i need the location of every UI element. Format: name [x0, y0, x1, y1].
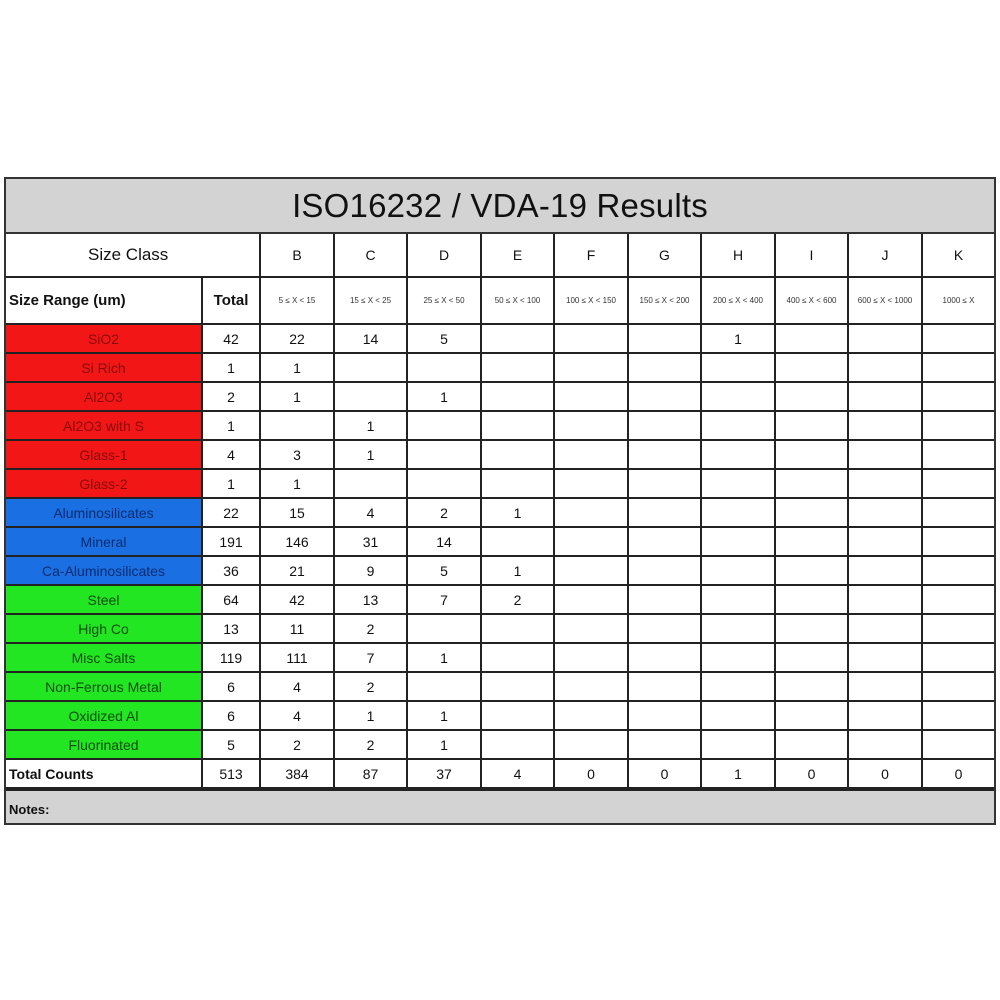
- count-cell: [848, 440, 922, 469]
- count-cell: [481, 382, 554, 411]
- count-cell: [407, 469, 481, 498]
- count-cell: [701, 643, 775, 672]
- total-count-cell: 1: [701, 759, 775, 788]
- count-cell: [628, 643, 701, 672]
- class-range-k: 1000 ≤ X: [922, 277, 994, 324]
- count-cell: 1: [407, 701, 481, 730]
- count-cell: [481, 411, 554, 440]
- total-count-cell: 0: [848, 759, 922, 788]
- row-total: 119: [202, 643, 260, 672]
- count-cell: [775, 527, 848, 556]
- class-letter-j: J: [848, 234, 922, 277]
- count-cell: 1: [701, 324, 775, 353]
- count-cell: 4: [260, 701, 334, 730]
- class-letter-f: F: [554, 234, 628, 277]
- count-cell: [775, 672, 848, 701]
- count-cell: [334, 469, 407, 498]
- count-cell: 1: [260, 469, 334, 498]
- count-cell: 1: [260, 353, 334, 382]
- count-cell: [554, 585, 628, 614]
- category-label: Oxidized Al: [6, 701, 202, 730]
- count-cell: [922, 527, 994, 556]
- count-cell: [628, 701, 701, 730]
- count-cell: [260, 411, 334, 440]
- count-cell: [701, 440, 775, 469]
- count-cell: [922, 382, 994, 411]
- count-cell: [334, 382, 407, 411]
- count-cell: [554, 556, 628, 585]
- count-cell: [407, 411, 481, 440]
- count-cell: 4: [260, 672, 334, 701]
- total-header: Total: [202, 277, 260, 324]
- count-cell: [701, 701, 775, 730]
- table-row: [6, 556, 994, 585]
- count-cell: [554, 324, 628, 353]
- count-cell: [848, 469, 922, 498]
- class-letter-h: H: [701, 234, 775, 277]
- class-range-h: 200 ≤ X < 400: [701, 277, 775, 324]
- count-cell: [775, 614, 848, 643]
- count-cell: [775, 382, 848, 411]
- class-range-j: 600 ≤ X < 1000: [848, 277, 922, 324]
- count-cell: 1: [407, 382, 481, 411]
- count-cell: 111: [260, 643, 334, 672]
- table-row: [6, 382, 994, 411]
- count-cell: [481, 614, 554, 643]
- size-class-label: Size Class: [6, 234, 260, 277]
- category-label: Glass-2: [6, 469, 202, 498]
- count-cell: [775, 730, 848, 759]
- table-row: [6, 411, 994, 440]
- size-range-row: [6, 277, 994, 324]
- count-cell: [922, 701, 994, 730]
- count-cell: [628, 498, 701, 527]
- count-cell: [407, 353, 481, 382]
- row-total: 42: [202, 324, 260, 353]
- class-range-i: 400 ≤ X < 600: [775, 277, 848, 324]
- category-label: Steel: [6, 585, 202, 614]
- count-cell: [922, 556, 994, 585]
- count-cell: [701, 353, 775, 382]
- row-total: 5: [202, 730, 260, 759]
- count-cell: [481, 701, 554, 730]
- count-cell: [848, 527, 922, 556]
- category-label: Mineral: [6, 527, 202, 556]
- count-cell: [407, 614, 481, 643]
- count-cell: [628, 440, 701, 469]
- count-cell: [628, 672, 701, 701]
- row-total: 2: [202, 382, 260, 411]
- category-label: Ca-Aluminosilicates: [6, 556, 202, 585]
- count-cell: [848, 730, 922, 759]
- results-sheet: [4, 177, 996, 825]
- count-cell: [701, 498, 775, 527]
- row-total: 191: [202, 527, 260, 556]
- count-cell: 2: [334, 730, 407, 759]
- count-cell: [554, 643, 628, 672]
- count-cell: 42: [260, 585, 334, 614]
- category-label: Aluminosilicates: [6, 498, 202, 527]
- count-cell: [554, 411, 628, 440]
- count-cell: [554, 498, 628, 527]
- count-cell: [922, 614, 994, 643]
- size-class-row: [6, 234, 994, 277]
- count-cell: [701, 672, 775, 701]
- total-count-cell: 0: [554, 759, 628, 788]
- table-row: [6, 527, 994, 556]
- total-count-cell: 0: [775, 759, 848, 788]
- row-total: 4: [202, 440, 260, 469]
- count-cell: [848, 585, 922, 614]
- row-total: 1: [202, 411, 260, 440]
- page-title: ISO16232 / VDA-19 Results: [292, 186, 708, 224]
- count-cell: [628, 556, 701, 585]
- count-cell: [628, 469, 701, 498]
- count-cell: [701, 585, 775, 614]
- count-cell: [628, 614, 701, 643]
- count-cell: [775, 411, 848, 440]
- count-cell: [701, 527, 775, 556]
- count-cell: [775, 324, 848, 353]
- category-label: Al2O3 with S: [6, 411, 202, 440]
- total-counts-total: 513: [202, 759, 260, 788]
- count-cell: [554, 672, 628, 701]
- total-count-cell: 4: [481, 759, 554, 788]
- count-cell: [922, 411, 994, 440]
- row-total: 6: [202, 672, 260, 701]
- category-label: Al2O3: [6, 382, 202, 411]
- category-label: Glass-1: [6, 440, 202, 469]
- count-cell: 1: [260, 382, 334, 411]
- category-label: Fluorinated: [6, 730, 202, 759]
- count-cell: [554, 614, 628, 643]
- count-cell: [554, 440, 628, 469]
- class-letter-i: I: [775, 234, 848, 277]
- category-label: Misc Salts: [6, 643, 202, 672]
- count-cell: [701, 469, 775, 498]
- count-cell: [481, 324, 554, 353]
- count-cell: [481, 672, 554, 701]
- row-total: 1: [202, 353, 260, 382]
- count-cell: 7: [334, 643, 407, 672]
- count-cell: [554, 469, 628, 498]
- total-counts-row: [6, 759, 994, 788]
- total-count-cell: 37: [407, 759, 481, 788]
- count-cell: [775, 556, 848, 585]
- count-cell: [922, 643, 994, 672]
- count-cell: [922, 324, 994, 353]
- count-cell: [701, 556, 775, 585]
- count-cell: [922, 469, 994, 498]
- count-cell: 22: [260, 324, 334, 353]
- count-cell: [922, 730, 994, 759]
- count-cell: [701, 382, 775, 411]
- category-label: SiO2: [6, 324, 202, 353]
- count-cell: [554, 382, 628, 411]
- count-cell: 2: [407, 498, 481, 527]
- count-cell: 4: [334, 498, 407, 527]
- count-cell: 7: [407, 585, 481, 614]
- total-counts-label: Total Counts: [6, 759, 202, 788]
- total-count-cell: 87: [334, 759, 407, 788]
- table-row: [6, 498, 994, 527]
- table-row: [6, 324, 994, 353]
- count-cell: [848, 353, 922, 382]
- count-cell: 1: [407, 643, 481, 672]
- class-letter-k: K: [922, 234, 994, 277]
- count-cell: [334, 353, 407, 382]
- total-count-cell: 0: [922, 759, 994, 788]
- count-cell: 1: [334, 701, 407, 730]
- row-total: 36: [202, 556, 260, 585]
- row-total: 1: [202, 469, 260, 498]
- count-cell: 14: [407, 527, 481, 556]
- count-cell: [628, 730, 701, 759]
- notes-label: Notes:: [9, 802, 50, 817]
- count-cell: [481, 440, 554, 469]
- count-cell: 1: [334, 411, 407, 440]
- count-cell: [775, 469, 848, 498]
- count-cell: [848, 382, 922, 411]
- count-cell: [481, 353, 554, 382]
- category-label: Si Rich: [6, 353, 202, 382]
- size-range-label: Size Range (um): [6, 277, 202, 324]
- class-letter-d: D: [407, 234, 481, 277]
- table-row: [6, 585, 994, 614]
- count-cell: [922, 440, 994, 469]
- count-cell: [554, 353, 628, 382]
- count-cell: [922, 353, 994, 382]
- count-cell: 1: [334, 440, 407, 469]
- count-cell: [628, 411, 701, 440]
- count-cell: [848, 643, 922, 672]
- count-cell: [701, 614, 775, 643]
- count-cell: 14: [334, 324, 407, 353]
- table-row: [6, 701, 994, 730]
- count-cell: 1: [481, 556, 554, 585]
- notes-bar: [6, 789, 994, 823]
- class-range-d: 25 ≤ X < 50: [407, 277, 481, 324]
- count-cell: [554, 701, 628, 730]
- count-cell: [628, 353, 701, 382]
- count-cell: [701, 411, 775, 440]
- class-range-e: 50 ≤ X < 100: [481, 277, 554, 324]
- count-cell: [481, 469, 554, 498]
- results-table: [6, 234, 994, 789]
- count-cell: [481, 643, 554, 672]
- class-letter-c: C: [334, 234, 407, 277]
- title-bar: [6, 179, 994, 234]
- count-cell: [701, 730, 775, 759]
- count-cell: 2: [334, 672, 407, 701]
- count-cell: [848, 556, 922, 585]
- row-total: 13: [202, 614, 260, 643]
- table-row: [6, 440, 994, 469]
- count-cell: [775, 353, 848, 382]
- count-cell: [554, 730, 628, 759]
- count-cell: [848, 614, 922, 643]
- count-cell: [775, 440, 848, 469]
- count-cell: [481, 527, 554, 556]
- table-row: [6, 469, 994, 498]
- count-cell: [848, 672, 922, 701]
- row-total: 64: [202, 585, 260, 614]
- count-cell: 2: [260, 730, 334, 759]
- count-cell: [554, 527, 628, 556]
- count-cell: [628, 527, 701, 556]
- count-cell: [628, 585, 701, 614]
- class-letter-g: G: [628, 234, 701, 277]
- count-cell: [922, 498, 994, 527]
- count-cell: [848, 411, 922, 440]
- count-cell: 13: [334, 585, 407, 614]
- count-cell: 9: [334, 556, 407, 585]
- total-count-cell: 0: [628, 759, 701, 788]
- category-label: High Co: [6, 614, 202, 643]
- count-cell: [775, 498, 848, 527]
- count-cell: 5: [407, 556, 481, 585]
- count-cell: [407, 440, 481, 469]
- total-count-cell: 384: [260, 759, 334, 788]
- count-cell: [628, 382, 701, 411]
- count-cell: 2: [481, 585, 554, 614]
- table-row: [6, 614, 994, 643]
- count-cell: [775, 643, 848, 672]
- count-cell: 1: [481, 498, 554, 527]
- count-cell: [922, 672, 994, 701]
- class-letter-e: E: [481, 234, 554, 277]
- count-cell: 1: [407, 730, 481, 759]
- count-cell: 11: [260, 614, 334, 643]
- table-row: [6, 730, 994, 759]
- class-range-g: 150 ≤ X < 200: [628, 277, 701, 324]
- count-cell: [775, 701, 848, 730]
- count-cell: [922, 585, 994, 614]
- count-cell: 3: [260, 440, 334, 469]
- class-range-f: 100 ≤ X < 150: [554, 277, 628, 324]
- count-cell: 21: [260, 556, 334, 585]
- row-total: 22: [202, 498, 260, 527]
- table-row: [6, 353, 994, 382]
- count-cell: [481, 730, 554, 759]
- category-label: Non-Ferrous Metal: [6, 672, 202, 701]
- count-cell: 5: [407, 324, 481, 353]
- table-row: [6, 672, 994, 701]
- count-cell: [628, 324, 701, 353]
- class-letter-b: B: [260, 234, 334, 277]
- count-cell: [775, 585, 848, 614]
- count-cell: [848, 498, 922, 527]
- class-range-b: 5 ≤ X < 15: [260, 277, 334, 324]
- count-cell: [848, 324, 922, 353]
- count-cell: 2: [334, 614, 407, 643]
- count-cell: [848, 701, 922, 730]
- class-range-c: 15 ≤ X < 25: [334, 277, 407, 324]
- count-cell: 15: [260, 498, 334, 527]
- row-total: 6: [202, 701, 260, 730]
- count-cell: 31: [334, 527, 407, 556]
- table-row: [6, 643, 994, 672]
- count-cell: 146: [260, 527, 334, 556]
- count-cell: [407, 672, 481, 701]
